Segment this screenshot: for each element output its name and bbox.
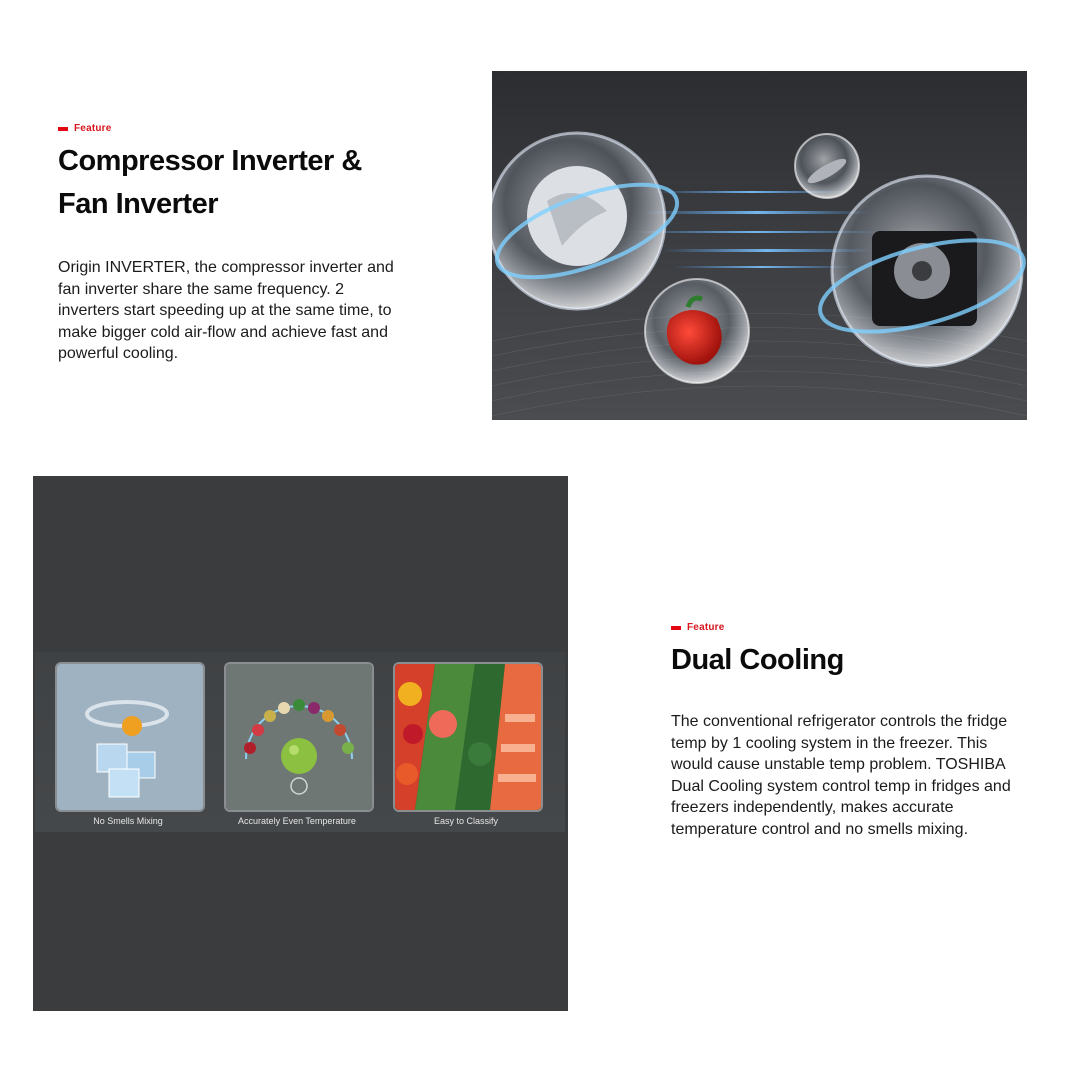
feature-description: Origin INVERTER, the compressor inverter and fan inverter share the same frequency. 2 inverters start speeding up at the same time, to make bigger cold air-flow and achieve fast and powerful cooling. xyxy=(58,259,394,362)
easy-to-classify-card xyxy=(393,662,543,812)
feature-title: Dual Cooling xyxy=(671,644,844,676)
even-temperature-card xyxy=(224,662,374,812)
dual-cooling-illustration xyxy=(33,476,568,1011)
card-label-classify: Easy to Classify xyxy=(433,816,499,826)
ice-icon xyxy=(57,664,203,810)
feature-tag-bar xyxy=(671,626,681,630)
feature-title-line2: Fan Inverter xyxy=(58,188,218,220)
feature-tag xyxy=(58,123,418,134)
card-label-no-smells: No Smells Mixing xyxy=(93,816,163,826)
feature-tag-label: Feature xyxy=(687,622,725,633)
inverter-illustration-image xyxy=(492,71,1027,420)
feature-dual-cooling xyxy=(671,622,1011,840)
feature-tag-label: Feature xyxy=(74,123,112,134)
feature-compressor-inverter xyxy=(58,123,418,365)
fish-bubble xyxy=(795,134,859,198)
no-smells-mixing-card xyxy=(55,662,205,812)
food-collage-icon xyxy=(395,664,541,810)
card-label-even-temp: Accurately Even Temperature xyxy=(238,816,356,826)
feature-title-line1: Compressor Inverter & xyxy=(58,145,362,177)
compressor-bubble xyxy=(492,133,688,309)
feature-tag-bar xyxy=(58,127,68,131)
feature-description: The conventional refrigerator controls the fridge temp by 1 cooling system in the freezer. This would cause unstable temp problem. TOSHIBA Dual Cooling system control temp in fridges and freezers independently, makes accurate temperature control and no smells mixing. xyxy=(671,713,1011,838)
feature-tag xyxy=(671,622,1011,633)
inverter-illustration xyxy=(492,71,1027,420)
fruit-arc-icon xyxy=(226,664,372,810)
feature-title xyxy=(58,140,418,226)
fan-bubble xyxy=(811,176,1027,366)
pepper-bubble xyxy=(645,279,749,383)
